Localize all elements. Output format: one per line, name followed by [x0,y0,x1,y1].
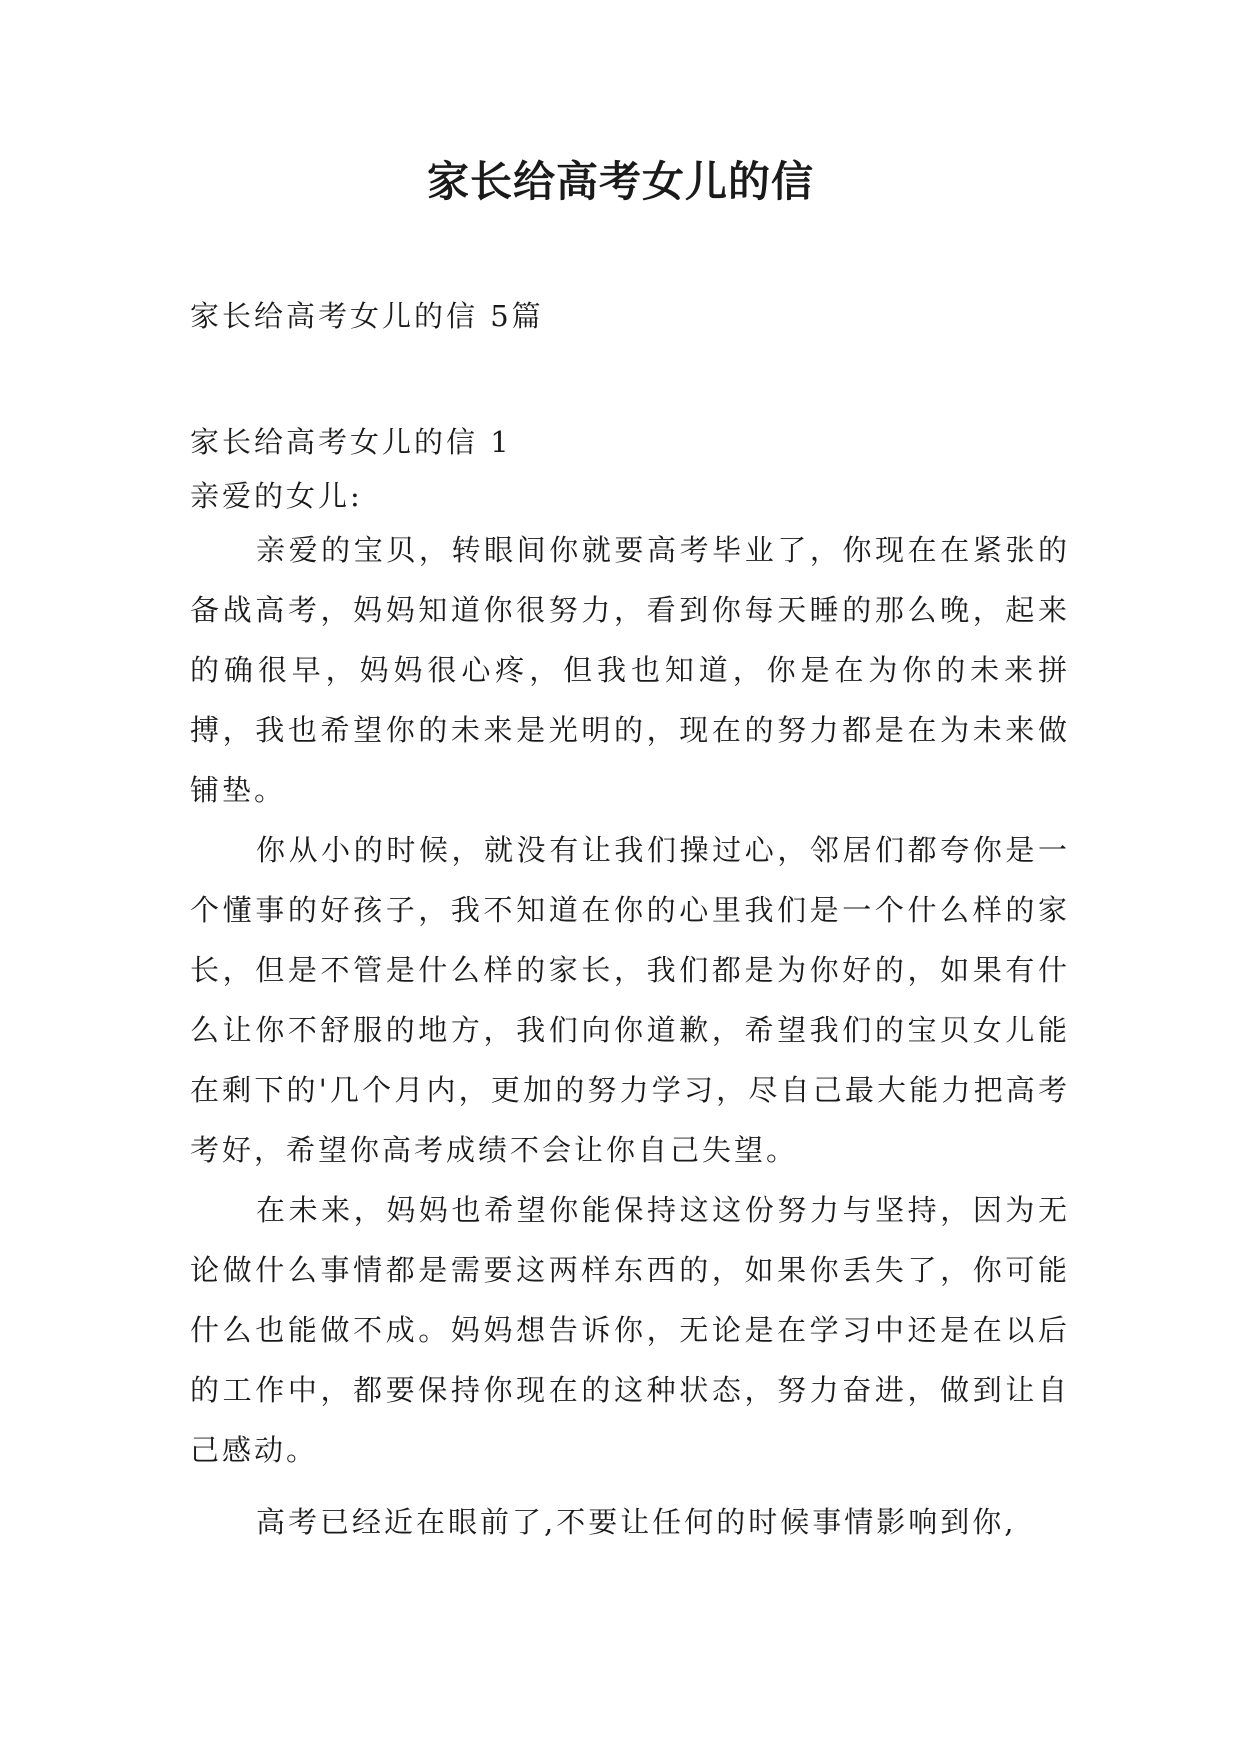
paragraph: 你从小的时候，就没有让我们操过心，邻居们都夸你是一个懂事的好孩子，我不知道在你的心里我们是一个什么样的家长，但是不管是什么样的家长，我们都是为你好的，如果有什么让你不舒服的地方，我们向你道歉，希望我们的宝贝女儿能在剩下的'几个月内，更加的努力学习，尽自己最大能力把高考考好，希望你高考成绩不会让你自己失望。 [190,833,1070,1167]
paragraph: 高考已经近在眼前了,不要让任何的时候事情影响到你, [256,1505,1017,1539]
paragraph: 在未来，妈妈也希望你能保持这这份努力与坚持，因为无论做什么事情都是需要这两样东西的，如果你丢失了，你可能什么也能做不成。妈妈想告诉你，无论是在学习中还是在以后的工作中，都要保持你现在的这种状态，努力奋进，做到让自己感动。 [190,1193,1070,1467]
document-subtitle: 家长给高考女儿的信 5篇 [190,299,544,333]
salutation: 亲爱的女儿: [190,479,363,513]
letter-body [190,520,1070,1480]
paragraph: 亲爱的宝贝，转眼间你就要高考毕业了，你现在在紧张的备战高考，妈妈知道你很努力，看到你每天睡的那么晚，起来的确很早，妈妈很心疼，但我也知道，你是在为你的未来拼搏，我也希望你的未来是光明的，现在的努力都是在为未来做铺垫。 [190,533,1070,807]
section-heading: 家长给高考女儿的信 1 [190,425,512,459]
document-title: 家长给高考女儿的信 [426,157,814,206]
